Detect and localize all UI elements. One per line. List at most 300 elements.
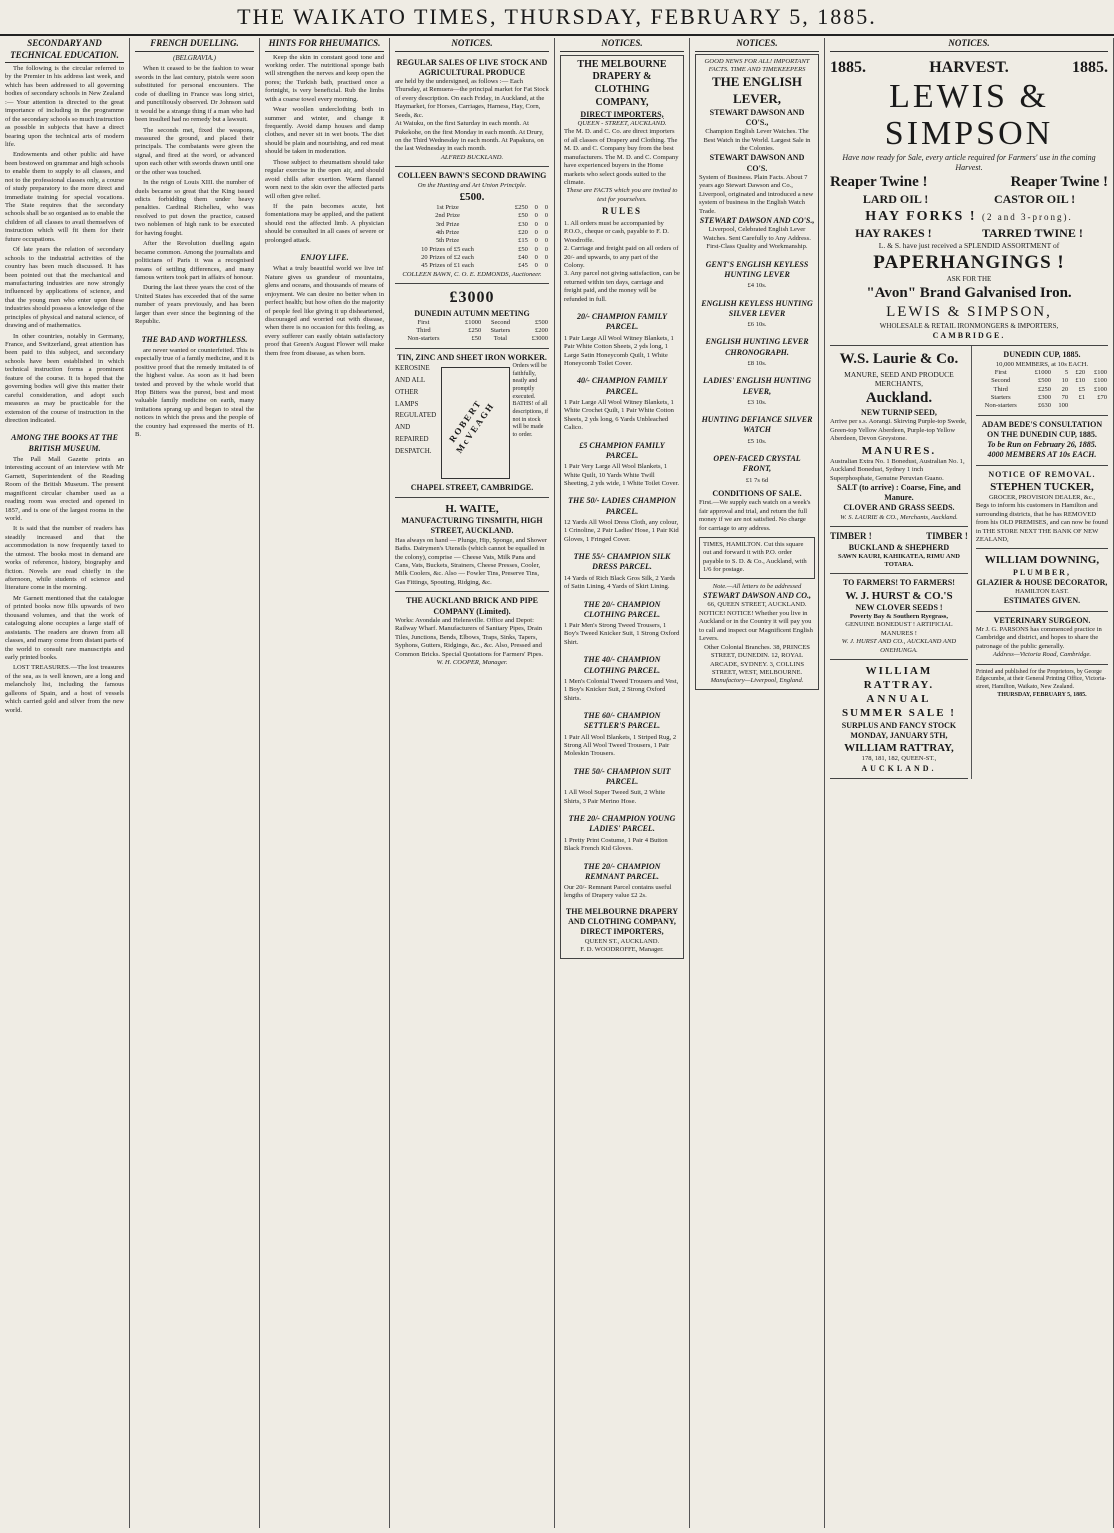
article-paragraph: Keep the skin in constant good tone and working order. The nutritional sponge bath will strengthen the nerves and keep open the pores; the Turkish bath, practised once a fortnight, is very beneficial. Rub the limbs with a coarse towel every morning. xyxy=(265,53,384,103)
column-6 xyxy=(690,38,825,1528)
ad-town: AUCKLAND. xyxy=(861,763,937,773)
table-cell: £300 xyxy=(1038,394,1052,402)
imprint-date: THURSDAY, FEBRUARY 5, 1885. xyxy=(997,691,1087,698)
article-paragraph: are never wanted or counterfeited. This is especially true of a family medicine, and it is positive proof that the remedy imitated is of the highest value. As soon as it had been tested and proved by the whole world that Hop Bitters was the purest, best and most valuable family medicine on earth, many imitations sprang up and began to steal the notices in which the press and the people of the country had expressed the merits of H. B. xyxy=(135,346,254,439)
ad-title: COLLEEN BAWN'S SECOND DRAWING xyxy=(397,171,547,181)
column-7 xyxy=(825,38,1114,1528)
melbourne-drapery-ad xyxy=(560,55,684,959)
table-cell: Starters xyxy=(990,394,1011,402)
ad-section: SALT (to arrive) : Coarse, Fine, and Manure. xyxy=(837,482,961,503)
firm-name: STEPHEN TUCKER, xyxy=(990,480,1094,493)
watch-list xyxy=(699,260,815,485)
table-cell: 0 xyxy=(534,237,538,245)
ad-address: QUEEN - STREET, AUCKLAND. xyxy=(577,119,667,127)
hay-rakes: HAY RAKES ! xyxy=(855,225,932,240)
column-4 xyxy=(390,38,555,1528)
parcel-body: Our 20/- Remnant Parcel contains useful lengths of Drapery value £2 2s. xyxy=(564,884,672,900)
ad-body: Begs to inform his customers in Hamilton and surrounding districts, that he has REMOVED from his OLD PREMISES, and can now be found in THE STORE NEXT THE BANK OF NEW ZEALAND, xyxy=(975,502,1108,544)
ad-title: ADAM BEDE'S CONSULTATION ON THE DUNEDIN CUP, 1885. xyxy=(981,419,1103,439)
ad-body: Arrive per s.s. Aorangi. Skirving Purple-top Swede, Green-top Yellow Aberdeen, Purple-top Yellow Aberdeen, Devon Greystone. xyxy=(830,418,967,443)
table-cell: 0 xyxy=(544,245,548,253)
table-cell: Starters xyxy=(490,327,511,335)
timber-header xyxy=(830,531,968,543)
rule-item: 2. Carriage and freight paid on all orders of 20/- and upwards, to any part of the Colony. xyxy=(564,245,679,270)
ad-subtitle: 10,000 MEMBERS, at 10s EACH. xyxy=(995,360,1089,368)
lard-oil: LARD OIL ! xyxy=(862,192,929,207)
ad-section: CLOVER AND GRASS SEEDS. xyxy=(843,503,955,513)
table-cell: Non-starters xyxy=(407,335,440,343)
coupon-box: TIMES, HAMILTON. Cut this square out and forward it with P.O. order payable to S. D. & Co., Auckland, with 1/6 for postage. xyxy=(699,537,815,579)
harvest-header xyxy=(830,58,1108,78)
ad-title: ANNUAL xyxy=(866,693,932,706)
ad-line: AND xyxy=(395,423,411,432)
watch-title: ENGLISH KEYLESS HUNTING SILVER LEVER xyxy=(701,298,813,318)
ad-body: Works: Avondale and Helensville. Office and Depot: Railway Wharf. Manufacturers of Sanitary Pipes, Drain Tiles, Junctions, Bends, Elbows, Traps, Sinks, Tapers, Syphons, Gutters, Ridgings, &c., &c. Also, Pressed and Common Bricks. Special Quotations for Farmers' Pipes. xyxy=(395,616,544,658)
ad-title: THE MELBOURNE xyxy=(577,58,667,70)
ad-line: DESPATCH. xyxy=(395,447,432,456)
table-cell: Total xyxy=(493,335,508,343)
table-cell: Third xyxy=(416,327,431,335)
parcel-title: THE 40/- CHAMPION CLOTHING PARCEL. xyxy=(583,655,661,675)
article-paragraph: During the last three years the cost of the United States has exceeded that of the same number of years previously, and has been larger than ever since the beginning of the Republic. xyxy=(135,284,254,326)
table-row xyxy=(395,212,549,220)
prize-table xyxy=(395,319,549,344)
ad-body: System of Business. Plain Facts. About 7 years ago Stewart Dawson and Co., Liverpool, originated and introduced a new system of business in the English Watch Trade. xyxy=(699,173,814,215)
table-row xyxy=(395,237,549,245)
ad-line: LAMPS xyxy=(395,399,419,408)
table-row xyxy=(976,369,1108,377)
table-cell: £100 xyxy=(1094,385,1107,393)
ad-address: 66, QUEEN STREET, AUCKLAND. xyxy=(707,601,807,609)
ad-body: The M. D. and C. Co. are direct importers of all classes of Drapery and Clothing. The M. D. and C. Company buy from the best manufacturers. The M. D. and C. Company have experienced buyers in the Home markets who select goods suited to the climate. xyxy=(564,128,679,186)
ad-subtitle: MANUFACTURING TINSMITH, HIGH STREET, AUCKLAND. xyxy=(401,516,543,536)
table-cell: £3000 xyxy=(531,335,548,343)
article-paragraph: If the pain becomes acute, hot fomentations may be applied, and the patient should rest the affected limb. A physician should be consulted in all cases of severe or prolonged attack. xyxy=(265,202,384,244)
ad-title: VETERINARY SURGEON. xyxy=(993,615,1091,625)
column-6-heading: NOTICES. xyxy=(695,38,819,52)
table-cell: £630 xyxy=(1038,402,1052,410)
table-cell: £250 xyxy=(514,204,528,212)
laurie-column xyxy=(830,346,972,778)
table-cell: First xyxy=(417,318,430,326)
table-cell: First xyxy=(994,369,1007,377)
article-paragraph: Of late years the relation of secondary schools to the industrial activities of the country has been much discussed. It has been pointed out that the mechanical and manufacturing industries are now strongly influenced by applications of science, and that the young men who enter upon these industries should possess a knowledge of the principles of physical and natural science, of drawing and of mathematics. xyxy=(5,246,124,330)
table-cell: 5th Prize xyxy=(435,237,460,245)
section-heading: AMONG THE BOOKS AT THE BRITISH MUSEUM. xyxy=(11,433,118,453)
ad-title: DUNEDIN AUTUMN MEETING xyxy=(414,308,530,318)
ad-address: 178, 181, 182, QUEEN-ST., xyxy=(861,755,937,763)
imprint-text: Printed and published for the Proprietors, by George Edgecumbe, at their General Printing Office, Victoria-street, Hamilton, Waikato, New Zealand. xyxy=(975,668,1107,690)
watch-price: £5 10s. xyxy=(747,437,767,445)
table-cell: 0 xyxy=(534,229,538,237)
table-row xyxy=(395,327,549,335)
table-cell: £30 xyxy=(518,220,528,228)
reaper-line xyxy=(830,173,1108,192)
ad-subtitle: On the Hunting and Art Union Principle. xyxy=(417,181,527,189)
ad-body: Australian Extra No. 1 Bonedust, Australian No. 1, Auckland Bonedust, Sydney 1 inch Superphosphate, Genuine Peruvian Guano. xyxy=(830,457,965,482)
ad-name: H. WAITE, xyxy=(445,503,499,516)
table-cell: 0 xyxy=(544,262,548,270)
parcel-body: 1 Men's Colonial Tweed Trousers and Vest, 1 Boy's Knicker Suit, 2 Strong Oxford Shirts. xyxy=(564,677,679,702)
table-cell: 0 xyxy=(544,212,548,220)
reaper-twine: Reaper Twine ! xyxy=(1010,174,1108,191)
table-cell: £40 xyxy=(518,253,528,261)
table-cell: £50 xyxy=(471,335,482,343)
article-paragraph: When it ceased to be the fashion to wear swords in the last century, pistols were soon substituted for personal encounters. The code of duelling in France was long strict, and punctiliously observed. Dr Johnson said it would be a strange thing if a man who had been insulted had no remedy but a lawsuit. xyxy=(135,65,254,124)
ad-subtitle: GROCER, PROVISION DEALER, &c., xyxy=(988,493,1095,501)
table-cell: £100 xyxy=(1094,377,1107,385)
downing-ad xyxy=(976,549,1108,611)
ad-company: STEWART DAWSON AND CO., xyxy=(703,591,811,601)
parcel-list xyxy=(564,312,680,901)
table-row xyxy=(395,319,549,327)
rule-item: 1. All orders must be accompanied by P.O.O., cheque or cash, payable to F. D. Woodroffe. xyxy=(564,219,669,244)
table-cell: 100 xyxy=(1058,402,1069,410)
table-cell: 45 Prizes of £1 each xyxy=(421,262,474,270)
table-cell: £15 xyxy=(518,237,528,245)
table-cell: £5 xyxy=(1078,385,1086,393)
diagonal-name: ROBERT McVEAGH xyxy=(447,397,497,455)
laurie-ad xyxy=(830,346,968,527)
masthead-title: THE WAIKATO TIMES, THURSDAY, FEBRUARY 5, 1885. xyxy=(237,4,877,29)
watch-title: LADIES' ENGLISH HUNTING LEVER, xyxy=(702,376,811,396)
parcel-title: THE 20/- CHAMPION CLOTHING PARCEL. xyxy=(583,599,661,619)
table-cell: 4th Prize xyxy=(435,229,460,237)
ad-body: NOTICE! NOTICE! Whether you live in Auckland or in the Country it will pay you to call and inspect our Magnificent English Levers. xyxy=(699,609,813,643)
parcel-title: £5 CHAMPION FAMILY PARCEL. xyxy=(579,440,665,460)
parcel-title: 40/- CHAMPION FAMILY PARCEL. xyxy=(576,376,668,396)
table-cell: £1000 xyxy=(1034,369,1052,377)
ad-title: COMPANY, xyxy=(595,96,649,108)
timber-ad xyxy=(830,527,968,574)
article-paragraph: The Pall Mall Gazette prints an interesting account of an interview with Mr Garnett, Superintendent of the Reading Room of the British Museum. The present magnificent circular chamber used as a reading room was erected and opened in 1857, and is one of the largest rooms in the world. xyxy=(5,455,124,522)
table-cell: £45 xyxy=(518,262,528,270)
ad-company: STEWART DAWSON AND CO'S., xyxy=(709,107,805,127)
ad-footer: QUEEN ST., AUCKLAND. xyxy=(584,937,660,945)
ad-section: NEW TURNIP SEED, xyxy=(860,408,937,418)
ad-body: At Waiuku, on the first Saturday in each month. At Pukekohe, on the first Monday in each month. At Drury, on the Third Wednesday in each month. At Papakura, on the last Wednesday in each month. xyxy=(395,120,544,153)
reaper-twine: Reaper Twine ! xyxy=(830,174,928,191)
watch-price: £8 10s. xyxy=(747,359,767,367)
hay-forks-line xyxy=(830,208,1108,226)
table-cell: 10 xyxy=(1061,377,1069,385)
ad-title: REGULAR SALES OF LIVE STOCK AND AGRICULTURAL PRODUCE xyxy=(396,57,548,77)
ad-body: L. & S. have just received a SPLENDID ASSORTMENT of xyxy=(878,241,1060,251)
table-cell: 3rd Prize xyxy=(435,220,460,228)
parcel-body: 1 Pair Men's Strong Tweed Trousers, 1 Boy's Tweed Knicker Suit, 1 Strong Oxford Shirt. xyxy=(564,622,680,646)
table-cell: 5 xyxy=(1064,369,1069,377)
table-cell: 0 xyxy=(544,237,548,245)
ad-right-text: Orders will be faithfully, neatly and promptly executed. BATHS! of all descriptions, if not in stock will be made to order. xyxy=(512,362,549,438)
ad-note: These are FACTS which you are invited to test for yourselves. xyxy=(566,187,678,203)
parcel-title: THE 50/- CHAMPION SUIT PARCEL. xyxy=(573,766,671,787)
table-cell: Second xyxy=(490,318,510,326)
prize-table xyxy=(395,204,549,271)
section-heading: THE BAD AND WORTHLESS. xyxy=(141,334,248,344)
table-cell: £250 xyxy=(1038,385,1052,393)
ad-subtitle: MANURE, SEED AND PRODUCE MERCHANTS, xyxy=(844,369,954,389)
ad-signature: W. S. LAURIE & CO., Merchants, Auckland. xyxy=(840,513,958,521)
ad-address: Address—Victoria Road, Cambridge. xyxy=(992,651,1092,659)
ad-body: Liverpool, Celebrated English Lever Watches. Sent Carefully to Any Address. First-Class Quality and Workmanship. xyxy=(703,226,811,251)
ad-title: TO FARMERS! TO FARMERS! xyxy=(842,578,955,588)
hay-forks: HAY FORKS ! xyxy=(865,208,977,224)
article-paragraph: Wear woollen underclothing both in summer and winter, and change it frequently. Avoid damp houses and damp clothes, and never sit in wet boots. The diet should be plain and nourishing, and red meat should be taken in moderation. xyxy=(265,106,384,156)
watch-title: ENGLISH HUNTING LEVER CHRONOGRAPH. xyxy=(705,337,809,357)
table-cell: 0 xyxy=(544,220,548,228)
paperhangings: PAPERHANGINGS ! xyxy=(873,251,1065,273)
ad-title: DRAPERY & CLOTHING xyxy=(592,71,652,96)
watch-title: OPEN-FACED CRYSTAL FRONT, xyxy=(713,454,801,474)
ad-note: Note.—All letters to be addressed xyxy=(712,582,802,590)
watch-title: GENT'S ENGLISH KEYLESS HUNTING LEVER xyxy=(705,259,809,279)
oil-line xyxy=(830,192,1108,207)
ad-title: THE AUCKLAND BRICK AND PIPE COMPANY (Limited). xyxy=(405,596,538,616)
ad-section: SURPLUS AND FANCY STOCK xyxy=(841,720,957,730)
removal-ad xyxy=(976,466,1108,550)
timber-label: TIMBER ! xyxy=(830,531,872,542)
ad-title: DUNEDIN CUP, 1885. xyxy=(1003,350,1081,360)
rattray-ad xyxy=(830,660,968,779)
firm-subtitle: Have now ready for Sale, every article required for Farmers' use in the coming Harvest. xyxy=(842,152,1096,172)
lewis-simpson-ad xyxy=(830,54,1108,347)
imprint xyxy=(976,665,1108,704)
ad-body: are held by the undersigned, as follows :— Each Thursday, at Remuera—the principal market for Fat Stock of every description. On each Friday, in Auckland, at the Haymarket, for Horses, Carriages, Harness, Hay, Corn, Seeds, &c. xyxy=(395,77,549,119)
table-row xyxy=(395,262,549,270)
column-7-split xyxy=(830,346,1108,778)
parcel-body: 14 Yards of Rich Black Gros Silk, 2 Yards of Satin Lining, 4 Yards of Skirt Lining. xyxy=(564,574,676,591)
article-paragraph: Those subject to rheumatism should take regular exercise in the open air, and should avoid chills after exertion. Warm flannel worn next to the skin over the affected parts will often give relief. xyxy=(265,158,384,200)
column-2-subheading: (BELGRAVIA.) xyxy=(173,53,216,62)
ad-address: CHAPEL STREET, CAMBRIDGE. xyxy=(410,482,534,492)
ad-body: Has always on hand — Plunge, Hip, Sponge, and Shower Baths. Dairymen's Utensils (which cannot be equalled in the colony), comprise — Cheese Vats, Milk Pans and Cans, Vats, Buckets, Strainers, Cheese Presses, Cooler, Milk Coolers, &c. Also — Fowler Tins, Preserve Tins, Gas Fittings, Spouting, Ridging, &c. xyxy=(395,536,548,586)
ad-section: MANURES. xyxy=(861,444,937,457)
table-cell: 0 xyxy=(544,253,548,261)
article-paragraph: Endowments and other public aid have been bestowed on grammar and high schools to enable them to supply to all classes, and not to the professional classes only, a course of study preparatory to the more direct and immediate training for special vocations. The State requires that the secondary schools shall be so organised as to enable the children of all classes to avail themselves of instruction which will fit them for their future occupations. xyxy=(5,151,124,243)
table-cell: 70 xyxy=(1061,394,1069,402)
table-cell: 2nd Prize xyxy=(435,212,460,220)
ad-footer: F. D. WOODROFFE, Manager. xyxy=(580,946,664,954)
brick-company-ad xyxy=(395,592,549,671)
ad-section: Poverty Bay & Southern Ryegrass, xyxy=(849,613,949,621)
table-cell: £500 xyxy=(1038,377,1052,385)
column-1 xyxy=(0,38,130,1528)
ad-body: Mr J. G. PARSONS has commenced practice in Cambridge and district, and hopes to share the patronage of the public generally. xyxy=(975,625,1102,650)
ad-note: ESTIMATES GIVEN. xyxy=(1003,596,1081,606)
table-cell: 0 xyxy=(534,212,538,220)
table-cell: Third xyxy=(993,385,1008,393)
ad-big-amount: £3000 xyxy=(449,289,495,307)
table-row xyxy=(976,402,1108,410)
ad-line: REGULATED xyxy=(395,411,437,420)
ad-subtitle: DIRECT IMPORTERS, xyxy=(580,109,664,119)
table-cell: £50 xyxy=(518,212,528,220)
ad-title: SUMMER SALE ! xyxy=(841,707,956,720)
ad-signature: W. J. HURST AND CO., AUCKLAND AND ONEHUNGA. xyxy=(841,638,957,654)
ad-body: Champion English Lever Watches. The Best Watch in the World. Largest Sale in the Colonies. xyxy=(703,128,811,152)
harvest-title: HARVEST. xyxy=(929,58,1009,76)
ad-title: GLAZIER & HOUSE DECORATOR, xyxy=(976,577,1108,587)
table-cell: 0 xyxy=(534,220,538,228)
ad-line: AND ALL OTHER xyxy=(395,375,425,396)
parcel-body: 12 Yards All Wool Dress Cloth, any colour, 1 Crinoline, 2 Pair Ladies' Hose, 1 Pair Kid Gloves, 1 Fringed Cover. xyxy=(564,518,679,543)
avon-brand: "Avon" Brand Galvanised Iron. xyxy=(866,284,1072,301)
ad-town: Auckland. xyxy=(865,389,933,406)
article-paragraph: After the Revolution duelling again became common. Among the journalists and politicians of Paris it was a recognised means of settling differences, and many famous writers took part in affairs of honour. xyxy=(135,240,254,281)
column-3-heading: HINTS FOR RHEUMATICS. xyxy=(265,38,384,52)
article-paragraph: The following is the circular referred to by the Premier in his address last week, and which has been addressed to all governing bodies of secondary schools in New Zealand :— Your attention is directed to the great importance of including in the programme of the secondary schools so much instruction as possible in subjects that have a direct bearing upon the technical arts of modern life. xyxy=(5,65,124,148)
parcel-body: 1 Pair Large All Wool Witney Blankets, 1 Pair White Cotton Sheets, 2 yds long, 1 Large Satin Honeycomb Quilt, 1 White Honeycomb Toilet Cover. xyxy=(564,334,674,367)
dunedin-cup-ad xyxy=(976,346,1108,415)
colleen-bawn-ad xyxy=(395,167,549,284)
table-row xyxy=(976,377,1108,385)
stewart-dawson-ad xyxy=(695,54,819,690)
ad-title: PLUMBER, xyxy=(1012,567,1071,577)
parcel-title: THE 20/- CHAMPION REMNANT PARCEL. xyxy=(583,861,661,881)
tinsmith-ad xyxy=(395,349,549,498)
table-cell: Second xyxy=(991,377,1011,385)
cup-table xyxy=(976,369,1108,411)
tarred-twine: TARRED TWINE ! xyxy=(981,225,1083,240)
conditions-body: First.—We supply each watch on a week's fair approval and trial, and return the full money if we are not satisfied. No charge for carriage to any address. xyxy=(699,499,811,532)
ad-footer: Manufactory—Liverpool, England. xyxy=(710,677,804,685)
rules-heading: RULES xyxy=(601,206,642,217)
firm-name: WILLIAM RATTRAY. xyxy=(863,665,935,692)
firm-name: W.S. Laurie & Co. xyxy=(839,351,959,368)
section-heading: ENJOY LIFE. xyxy=(300,253,349,263)
column-3 xyxy=(260,38,390,1528)
column-4-heading: NOTICES. xyxy=(395,38,549,52)
table-cell: £1 xyxy=(1078,394,1086,402)
table-cell: 0 xyxy=(534,253,538,261)
table-cell: 20 Prizes of £2 each xyxy=(421,253,474,261)
table-cell: 10 Prizes of £5 each xyxy=(421,245,474,253)
dunedin-meeting-ad xyxy=(395,284,549,349)
diagonal-name-box xyxy=(441,367,510,479)
table-row xyxy=(395,254,549,262)
table-row xyxy=(395,246,549,254)
ad-title: NOTICE OF REMOVAL. xyxy=(988,469,1096,479)
parcel-body: 1 Pair Very Large All Wool Blankets, 1 White Quilt, 10 Yards White Twill Sheeting, 2 yds wide, 1 White Toilet Cover. xyxy=(564,463,680,487)
article-paragraph: The seconds met, fixed the weapons, measured the ground, and placed their principals. The combatants were given the signal, and fired at the word, or advanced upon each other with swords drawn until one or the other was touched. xyxy=(135,126,254,176)
ad-company: STEWART DAWSON AND CO'S., xyxy=(699,216,815,226)
table-cell: 0 xyxy=(544,229,548,237)
ad-body: ASK FOR THE xyxy=(946,274,992,283)
table-cell: 0 xyxy=(534,262,538,270)
firm-name: LEWIS & SIMPSON xyxy=(884,77,1054,153)
table-row xyxy=(395,221,549,229)
watch-title: HUNTING DEFIANCE SILVER WATCH xyxy=(701,415,813,435)
ad-branches: Other Colonial Branches. 38, PRINCES STREET, DUNEDIN. 12, ROYAL ARCADE, SYDNEY. 3, COLLINS STREET, WEST, MELBOURNE. xyxy=(704,643,810,676)
watch-price: £4 10s. xyxy=(747,282,767,290)
column-2-heading: FRENCH DUELLING. xyxy=(135,38,254,52)
ad-title: TIN, ZINC AND SHEET IRON WORKER. xyxy=(397,352,547,362)
parcel-title: THE 50/- LADIES CHAMPION PARCEL. xyxy=(568,496,676,516)
table-cell: £250 xyxy=(468,327,482,335)
table-cell: £200 xyxy=(535,327,548,335)
ad-intro: GOOD NEWS FOR ALL! IMPORTANT FACTS. TIME AND TIMEKEEPERS xyxy=(704,57,810,73)
parcel-body: 1 Pair Large All Wool Witney Blankets, 1 White Crochet Quilt, 1 Pair White Cotton Sheets, 2 yds long, 6 Yards Unbleached Calico. xyxy=(564,398,674,432)
adam-bede-ad xyxy=(976,416,1108,466)
harvest-year: 1885. xyxy=(1071,58,1108,76)
parcel-title: 20/- CHAMPION FAMILY PARCEL. xyxy=(576,312,668,332)
ad-footer: THE MELBOURNE DRAPERY AND CLOTHING COMPANY, xyxy=(565,906,679,927)
table-cell: £70 xyxy=(1097,394,1107,402)
ad-subtitle: SAWN KAURI, KAHIKATEA, RIMU AND TOTARA. xyxy=(837,552,960,569)
parcel-body: 1 All Wool Super Tweed Suit, 2 White Shirts, 3 Pair Merino Hose. xyxy=(564,789,666,805)
veterinary-ad xyxy=(976,612,1108,665)
article-paragraph: In the reign of Louis XIII. the number of duels became so great that the King issued edicts forbidding them under heavy penalties. Cardinal Richelieu, who was resolved to put down the practice, caused two noblemen of high rank to be executed for having fought. xyxy=(135,179,254,237)
parcel-title: THE 55/- CHAMPION SILK DRESS PARCEL. xyxy=(573,552,671,572)
ad-date: MONDAY, JANUARY 5TH, xyxy=(850,730,948,740)
rakes-line xyxy=(830,226,1108,241)
ad-body: WHOLESALE & RETAIL IRONMONGERS & IMPORTERS, xyxy=(879,322,1059,331)
article-paragraph: What a truly beautiful world we live in! Nature gives us grandeur of mountains, glens and oceans, and thousands of means of enjoyment. We can desire no better when in perfect health; but how often do the majority of people feel like giving it up disheartened, discouraged and worried out with disease, when there is no occasion for this feeling, as every sufferer can easily obtain satisfactory proof that Green's August Flower will make them free from disease, as when born. xyxy=(265,265,384,357)
table-row xyxy=(395,335,549,343)
firm-name: BUCKLAND & SHEPHERD xyxy=(848,542,950,552)
watch-price: £3 10s. xyxy=(747,398,767,406)
table-cell: 1st Prize xyxy=(436,204,459,212)
ad-town: CAMBRIDGE. xyxy=(932,331,1006,341)
table-cell xyxy=(1069,402,1086,410)
table-cell: £10 xyxy=(1075,377,1086,385)
parcel-body: 1 Pair All Wool Blankets, 1 Striped Rug, 2 Strong All Wool Tweed Trousers, 1 Pair Moleskin Trousers. xyxy=(564,733,677,758)
table-row xyxy=(395,229,549,237)
table-cell: 0 xyxy=(534,204,538,212)
table-cell: Non-starters xyxy=(984,402,1017,410)
watch-price: £1 7s 6d xyxy=(745,476,769,484)
ad-town: HAMILTON EAST. xyxy=(1015,588,1069,595)
parcel-title: THE 20/- CHAMPION YOUNG LADIES' PARCEL. xyxy=(568,814,676,834)
article-paragraph: In other countries, notably in Germany, France, and Switzerland, great attention has been paid to this subject, and secondary schools have been established in which technical instruction forms a prominent feature of the course. It is hoped that the governing bodies will give this matter their careful consideration, and adopt such measures as may be practicable for the extension of the course of instruction in the direction indicated. xyxy=(5,332,124,424)
firm-name: W. J. HURST & CO.'S xyxy=(845,589,953,602)
table-row xyxy=(976,394,1108,402)
harvest-year: 1885. xyxy=(830,58,866,76)
conditions-heading: CONDITIONS OF SALE. xyxy=(712,489,802,499)
ad-body: GENUINE BONEDUST ! ARTIFICIAL MANURES ! xyxy=(845,621,953,637)
table-cell: £100 xyxy=(1094,369,1107,377)
table-cell: £50 xyxy=(518,245,528,253)
ad-subtitle: 4000 MEMBERS AT 10s EACH. xyxy=(987,450,1097,460)
firm-name: LEWIS & SIMPSON, xyxy=(886,304,1052,321)
column-5-heading: NOTICES. xyxy=(560,38,684,52)
waite-ad xyxy=(395,498,549,592)
ad-prize-total: £500. xyxy=(459,191,485,204)
ad-title: THE ENGLISH LEVER, xyxy=(712,74,802,107)
firm-name: WILLIAM DOWNING, xyxy=(984,554,1100,567)
column-7-heading: NOTICES. xyxy=(830,38,1108,52)
column-1-heading: SECONDARY AND TECHNICAL EDUCATION. xyxy=(5,38,124,63)
masthead xyxy=(0,0,1114,36)
table-cell: 20 xyxy=(1061,385,1069,393)
table-cell: £1000 xyxy=(464,318,482,326)
article-paragraph: Mr Garnett mentioned that the catalogue of printed books now fills upwards of two thousand volumes, and that the work of cataloguing alone occupies a large staff of assistants. The readers are drawn from all classes, and many come from distant parts of the world to consult rare manuscripts and early printed books. xyxy=(5,594,124,661)
parcel-title: THE 60/- CHAMPION SETTLER'S PARCEL. xyxy=(583,711,661,731)
ad-signature: ALFRED BUCKLAND. xyxy=(440,153,504,161)
ad-subtitle: To be Run on February 26, 1885. xyxy=(987,440,1097,450)
ad-company: STEWART DAWSON AND CO'S. xyxy=(709,153,805,173)
column-2 xyxy=(130,38,260,1528)
firm-name: WILLIAM RATTRAY, xyxy=(844,742,954,754)
ad-row xyxy=(395,363,549,483)
ad-line: REPAIRED xyxy=(395,435,429,444)
castor-oil: CASTOR OIL ! xyxy=(993,192,1076,207)
column-5 xyxy=(555,38,690,1528)
table-cell: £20 xyxy=(518,229,528,237)
hurst-ad xyxy=(830,574,968,660)
parcel-body: 1 Pretty Print Costume, 1 Pair 4 Button Black French Kid Gloves. xyxy=(564,836,668,853)
table-cell: £500 xyxy=(535,318,548,326)
